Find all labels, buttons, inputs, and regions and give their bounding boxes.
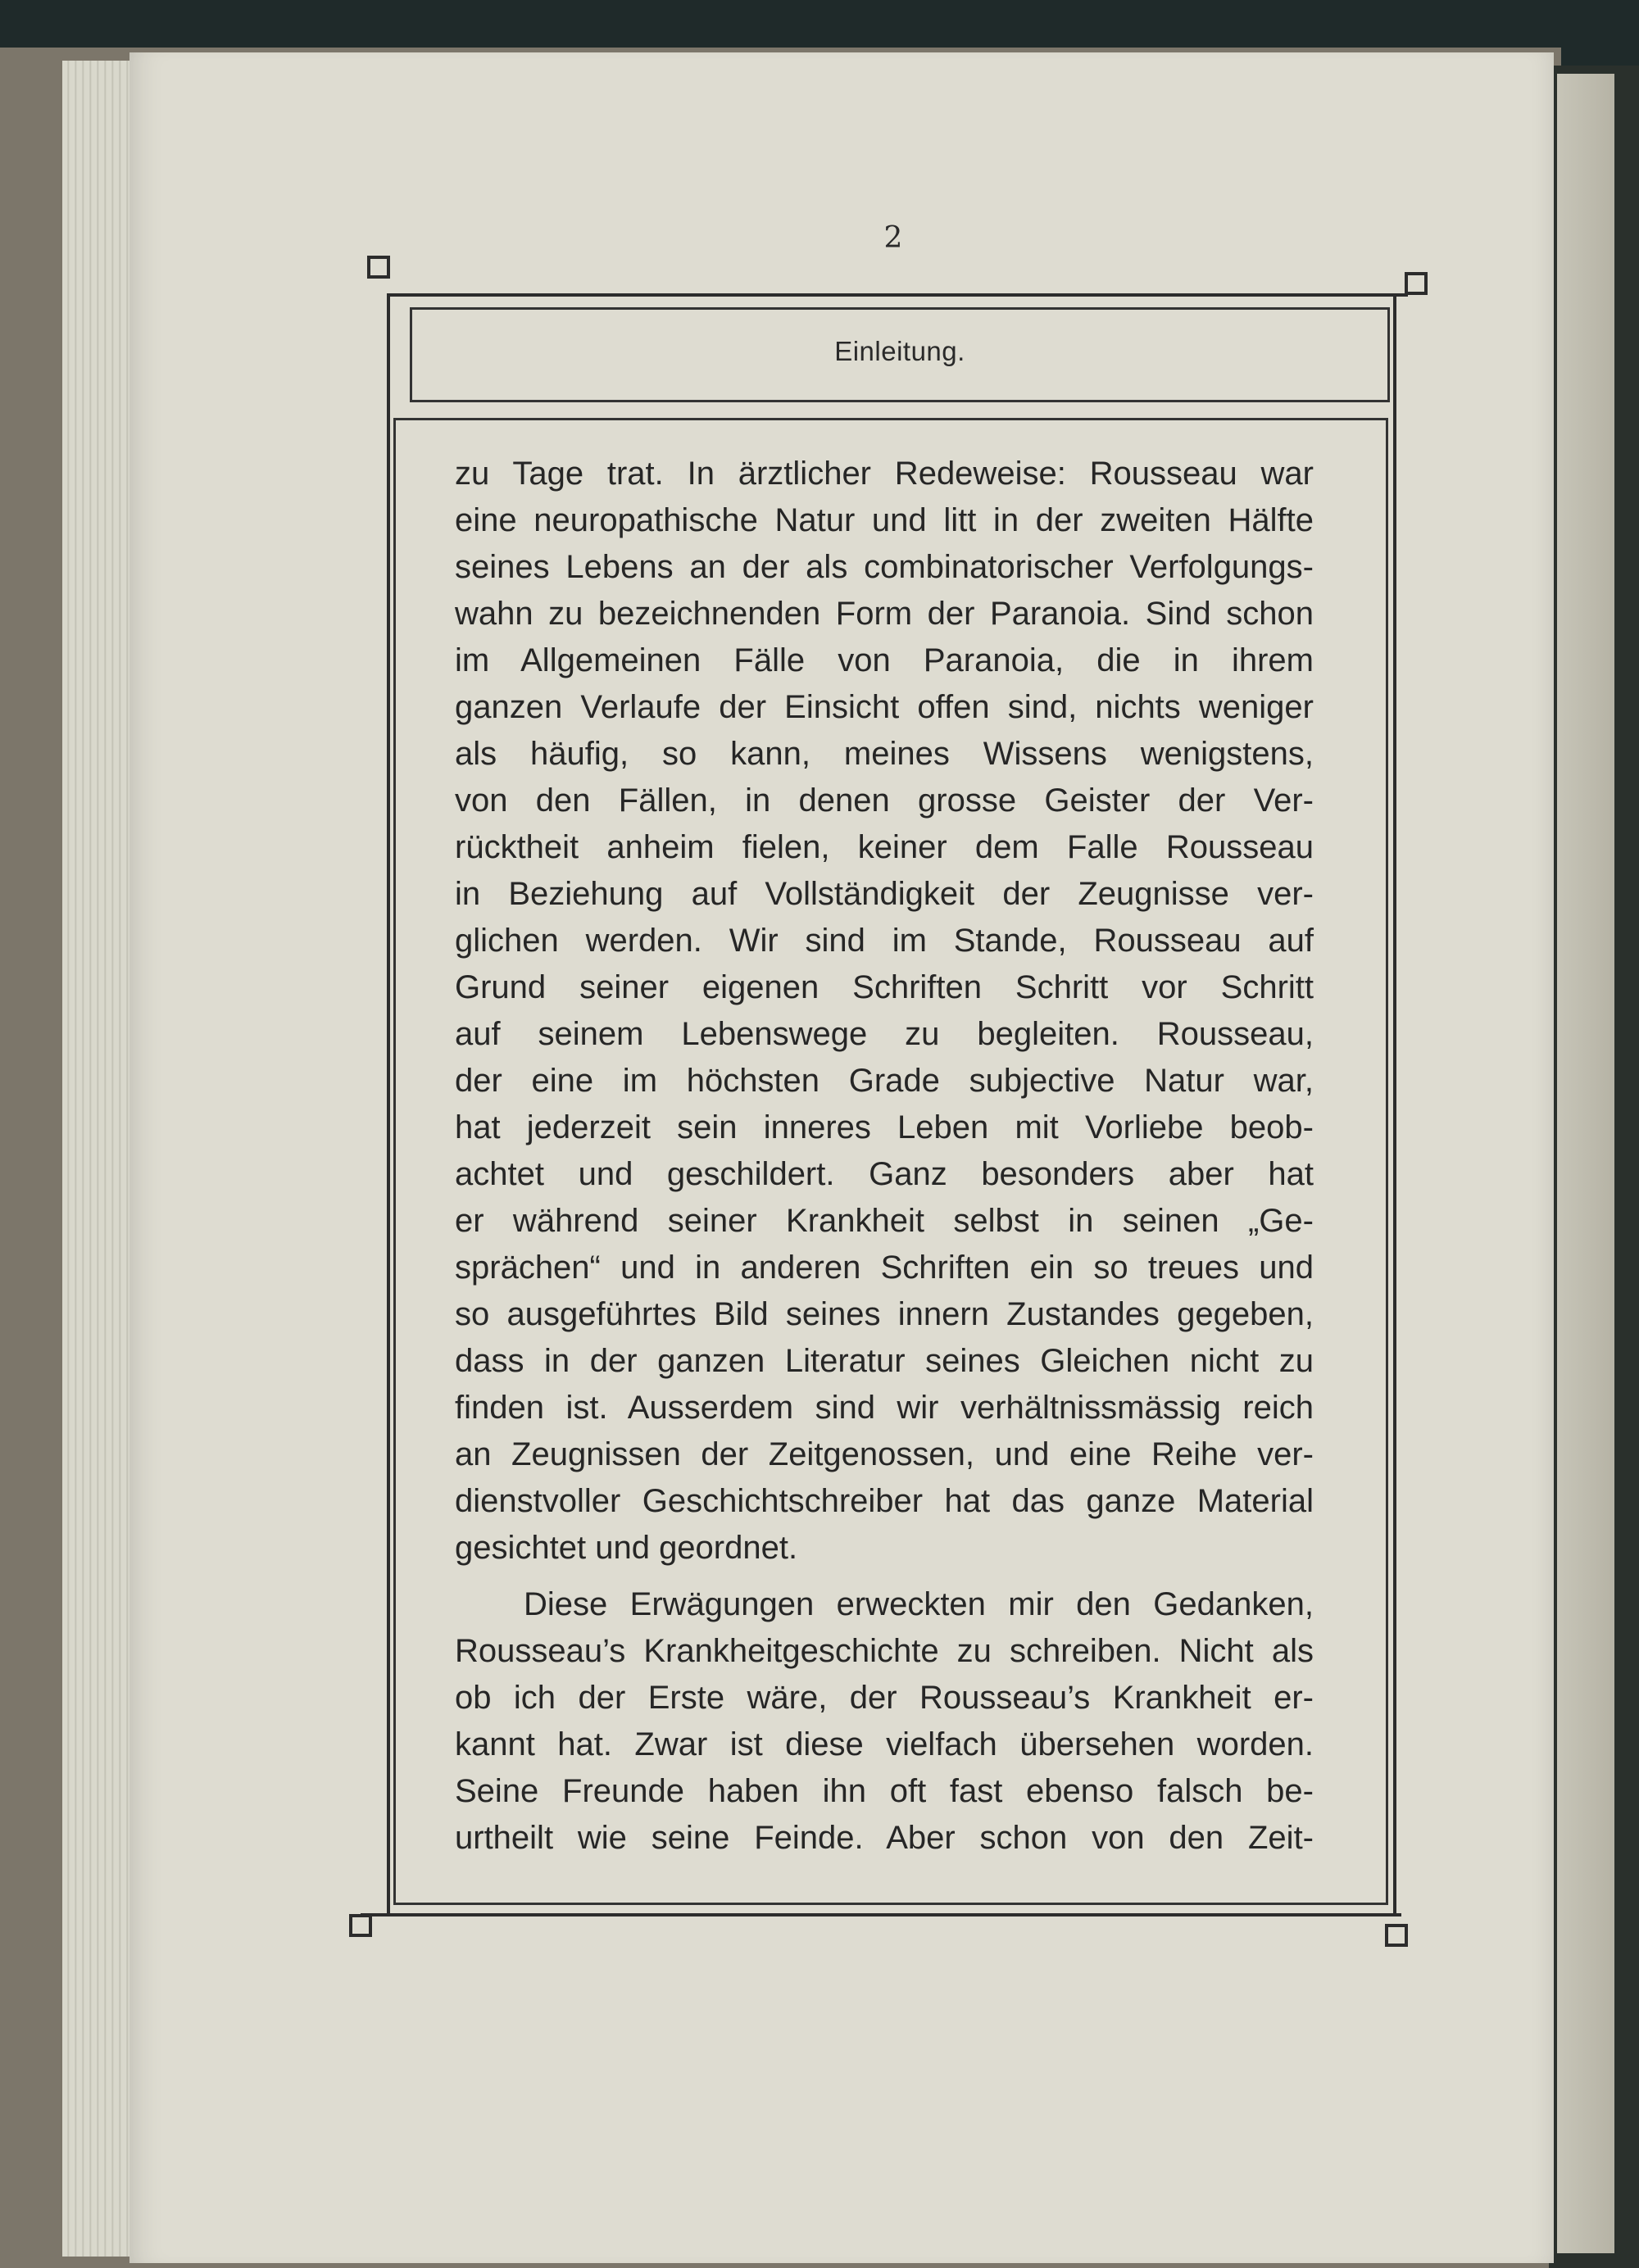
text-line: ob ich der Erste wäre, der Rousseau’s Krankheit er- xyxy=(455,1680,1314,1716)
frame-top-rule xyxy=(387,293,1408,297)
text-line: ganzen Verlaufe der Einsicht offen sind, nichts weniger xyxy=(455,689,1314,725)
frame-corner-bottom-right xyxy=(1385,1924,1408,1947)
text-line: so ausgeführtes Bild seines innern Zustandes gegeben, xyxy=(455,1296,1314,1332)
frame-corner-bottom-left xyxy=(349,1914,372,1937)
text-line: gesichtet und geordnet. xyxy=(455,1530,798,1566)
text-line: Diese Erwägungen erweckten mir den Gedanken, xyxy=(524,1586,1314,1622)
text-line: glichen werden. Wir sind im Stande, Rousseau auf xyxy=(455,923,1314,959)
frame-corner-top-left xyxy=(367,256,390,279)
text-line: hat jederzeit sein inneres Leben mit Vorliebe beob- xyxy=(455,1109,1314,1145)
text-line: von den Fällen, in denen grosse Geister der Ver- xyxy=(455,782,1314,819)
text-line: dienstvoller Geschichtschreiber hat das ganze Material xyxy=(455,1483,1314,1519)
text-line: Grund seiner eigenen Schriften Schritt vor Schritt xyxy=(455,969,1314,1005)
text-line: seines Lebens an der als combinatorischer Verfolgungs- xyxy=(455,549,1314,585)
frame-left-rule xyxy=(387,293,390,1916)
text-line: kannt hat. Zwar ist diese vielfach übersehen worden. xyxy=(455,1726,1314,1762)
text-line: wahn zu bezeichnenden Form der Paranoia. Sind schon xyxy=(455,596,1314,632)
frame-right-rule xyxy=(1393,293,1396,1916)
page-number: 2 xyxy=(883,221,903,255)
text-line: im Allgemeinen Fälle von Paranoia, die in ihrem xyxy=(455,642,1314,678)
frame-corner-top-right xyxy=(1405,272,1428,295)
text-line: dass in der ganzen Literatur seines Gleichen nicht zu xyxy=(455,1343,1314,1379)
text-line: in Beziehung auf Vollständigkeit der Zeugnisse ver- xyxy=(455,876,1314,912)
text-line: eine neuropathische Natur und litt in der zweiten Hälfte xyxy=(455,502,1314,538)
text-line: rücktheit anheim fielen, keiner dem Falle Rousseau xyxy=(455,829,1314,865)
text-line: der eine im höchsten Grade subjective Natur war, xyxy=(455,1063,1314,1099)
text-line: an Zeugnissen der Zeitgenossen, und eine Reihe ver- xyxy=(455,1436,1314,1472)
body-text xyxy=(455,451,1314,1862)
text-line: urtheilt wie seine Feinde. Aber schon von den Zeit- xyxy=(455,1820,1314,1856)
text-line: auf seinem Lebenswege zu begleiten. Rousseau, xyxy=(455,1016,1314,1052)
text-line: Seine Freunde haben ihn oft fast ebenso falsch be- xyxy=(455,1773,1314,1809)
text-line: finden ist. Ausserdem sind wir verhältnissmässig reich xyxy=(455,1390,1314,1426)
text-line: zu Tage trat. In ärztlicher Redeweise: Rousseau war xyxy=(455,456,1314,492)
text-line: Rousseau’s Krankheitgeschichte zu schreiben. Nicht als xyxy=(455,1633,1314,1669)
text-line: als häufig, so kann, meines Wissens wenigstens, xyxy=(455,736,1314,772)
frame-bottom-rule xyxy=(361,1913,1401,1916)
text-line: achtet und geschildert. Ganz besonders aber hat xyxy=(455,1156,1314,1192)
paragraph-gap xyxy=(455,1572,1314,1581)
text-line: sprächen“ und in anderen Schriften ein so treues und xyxy=(455,1250,1314,1286)
facing-page-edge xyxy=(1557,74,1614,2253)
text-line: er während seiner Krankheit selbst in seinen „Ge- xyxy=(455,1203,1314,1239)
running-head: Einleitung. xyxy=(834,336,965,366)
